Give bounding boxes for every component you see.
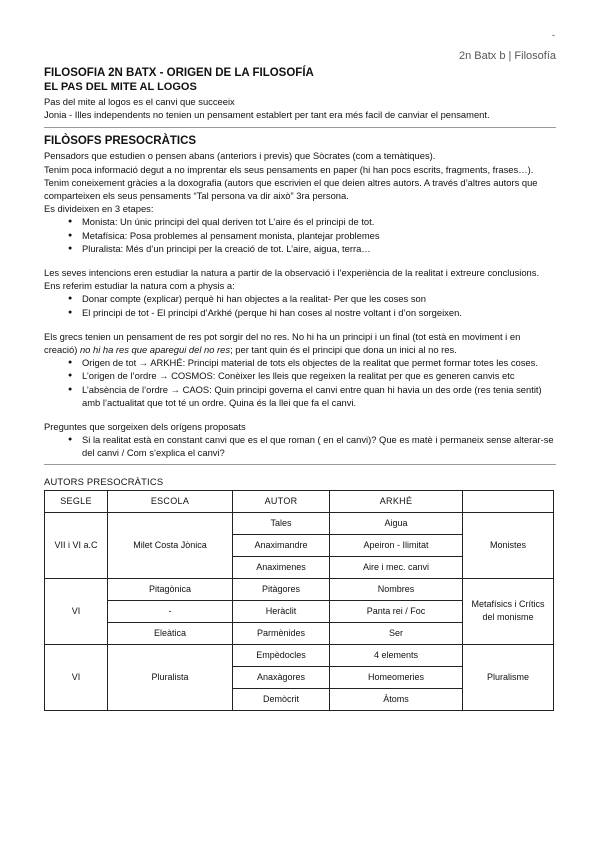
divider: [44, 464, 556, 465]
cell-autor: Parmènides: [233, 622, 330, 644]
nature-list: [44, 292, 556, 318]
column-header: SEGLE: [45, 490, 108, 512]
section-heading-presocratics: FILÒSOFS PRESOCRÀTICS: [44, 135, 197, 148]
corner-mark: -: [552, 30, 555, 40]
cell-arkhe: Nombres: [330, 578, 463, 600]
cell-arkhe: Homeomeries: [330, 666, 463, 688]
paragraph: Pensadors que estudien o pensen abans (anteriors i previs) que Sòcrates (com a temàtiques).: [44, 150, 436, 162]
cell-escola: -: [108, 600, 233, 622]
table-header-row: [45, 490, 554, 512]
cell-type: Monistes: [463, 512, 554, 578]
section-heading-mite-logos: EL PAS DEL MITE AL LOGOS: [44, 81, 197, 93]
paragraph: Tenim poca informació degut a no imprentar els seus pensaments en paper (hi han pocs escrits, fragments, frases…). Tenim coneixement gràcies a la doxografia (autors que escrivien el que deien altres autors. A través d’altres autors que comparteixen els seus pensaments “Tal persona va dir això” 3ra persona.: [44, 163, 538, 202]
list-item: ● Metafísica: Posa problemes al pensament monista, plantejar problemes: [68, 229, 556, 242]
cell-escola: Pitagònica: [108, 578, 233, 600]
list-item: ● L’origen de l’ordre → COSMOS: Conèixer les lleis que regeixen la realitat per que es generen canvis etc: [68, 369, 556, 382]
list-item: ● Si la realitat està en constant canvi que es el que roman ( en el canvi)? Que es matè i permaneix sense alterar-se del canvi / Com s’explica el canvi?: [68, 433, 556, 459]
cell-escola: Pluralista: [108, 644, 233, 710]
cell-segle: VI: [45, 644, 108, 710]
cell-autor: Empèdocles: [233, 644, 330, 666]
paragraph: Jonia - Illes independents no tenien un pensament establert per tant era més facil de canviar el pensament.: [44, 109, 490, 121]
list-item: ● L’absència de l’ordre → CAOS: Quin principi governa el canvi entre quan hi havia un des orde (res tenia sentit) amb l’actualitat que tot té un ordre. Quina és la llei que fa el canvi.: [68, 383, 556, 409]
stages-list: [44, 215, 556, 255]
questions-list: [44, 433, 556, 459]
cell-arkhe: Aire i mec. canvi: [330, 556, 463, 578]
italic-phrase: no hi ha res que aparegui del no res: [79, 344, 231, 356]
cell-escola: Eleàtica: [108, 622, 233, 644]
cell-arkhe: Aigua: [330, 512, 463, 534]
list-item: ● Origen de tot → ARKHÉ: Principi material de tots els objectes de la realitat que permet formar totes les coses.: [68, 356, 556, 369]
paragraph: Pas del mite al logos es el canvi que succeeix: [44, 96, 235, 107]
cell-autor: Heràclit: [233, 600, 330, 622]
header-course-label: 2n Batx b | Filosofía: [458, 50, 556, 62]
divider: [44, 127, 556, 128]
paragraph-greeks: Els grecs tenien un pensament de res pot sorgir del no res. No hi ha un principi i un final (tot està en moviment i en creació) no hi ha res que aparegui del no res; per tant quin és el principi que dona un inici al no res.: [44, 330, 521, 356]
cell-autor: Pitàgores: [233, 578, 330, 600]
table-row: [45, 512, 554, 534]
list-item: ● El principi de tot - El principi d’Arkhé (perque hi han coses al nostre voltant i d’on sorgeixen.: [68, 306, 556, 319]
cell-segle: VII i VI a.C: [45, 512, 108, 578]
cell-autor: Anaximandre: [233, 534, 330, 556]
cell-autor: Anaximenes: [233, 556, 330, 578]
questions-heading: Preguntes que sorgeixen dels orígens proposats: [44, 421, 246, 433]
cell-autor: Tales: [233, 512, 330, 534]
column-header: [463, 490, 554, 512]
presocratics-table: [44, 490, 554, 711]
cell-arkhe: Apeiron - Ilimitat: [330, 534, 463, 556]
table-row: [45, 644, 554, 666]
list-item: ● Pluralista: Més d’un principi per la creació de tot. L’aire, aigua, terra…: [68, 242, 556, 255]
paragraph: Es divideixen en 3 etapes:: [44, 203, 154, 215]
cell-type: Pluralisme: [463, 644, 554, 710]
cell-type: Metafísics i Crítics del monisme: [463, 578, 554, 644]
table-title: AUTORS PRESOCRÀTICS: [44, 475, 164, 487]
column-header: ESCOLA: [108, 490, 233, 512]
cell-escola: Milet Costa Jònica: [108, 512, 233, 578]
column-header: AUTOR: [233, 490, 330, 512]
document-body: [44, 66, 556, 711]
cell-arkhe: Panta rei / Foc: [330, 600, 463, 622]
cell-autor: Anaxàgores: [233, 666, 330, 688]
table-row: [45, 578, 554, 600]
column-header: ARKHÉ: [330, 490, 463, 512]
cell-arkhe: 4 elements: [330, 644, 463, 666]
cell-autor: Demòcrit: [233, 688, 330, 710]
list-item: ● Monista: Un únic principi del qual deriven tot L’aire és el principi de tot.: [68, 215, 556, 228]
document-title: FILOSOFIA 2N BATX - ORIGEN DE LA FILOSOFÍA: [44, 67, 314, 79]
cell-arkhe: Àtoms: [330, 688, 463, 710]
greeks-list: [44, 356, 556, 409]
cell-arkhe: Ser: [330, 622, 463, 644]
cell-segle: VI: [45, 578, 108, 644]
list-item: ● Donar compte (explicar) perquè hi han objectes a la realitat- Per que les coses son: [68, 292, 556, 305]
paragraph: Les seves intencions eren estudiar la natura a partir de la observació i l’experiència de la realitat i extreure conclusions. Ens referim estudiar la natura com a physis a:: [44, 267, 540, 292]
